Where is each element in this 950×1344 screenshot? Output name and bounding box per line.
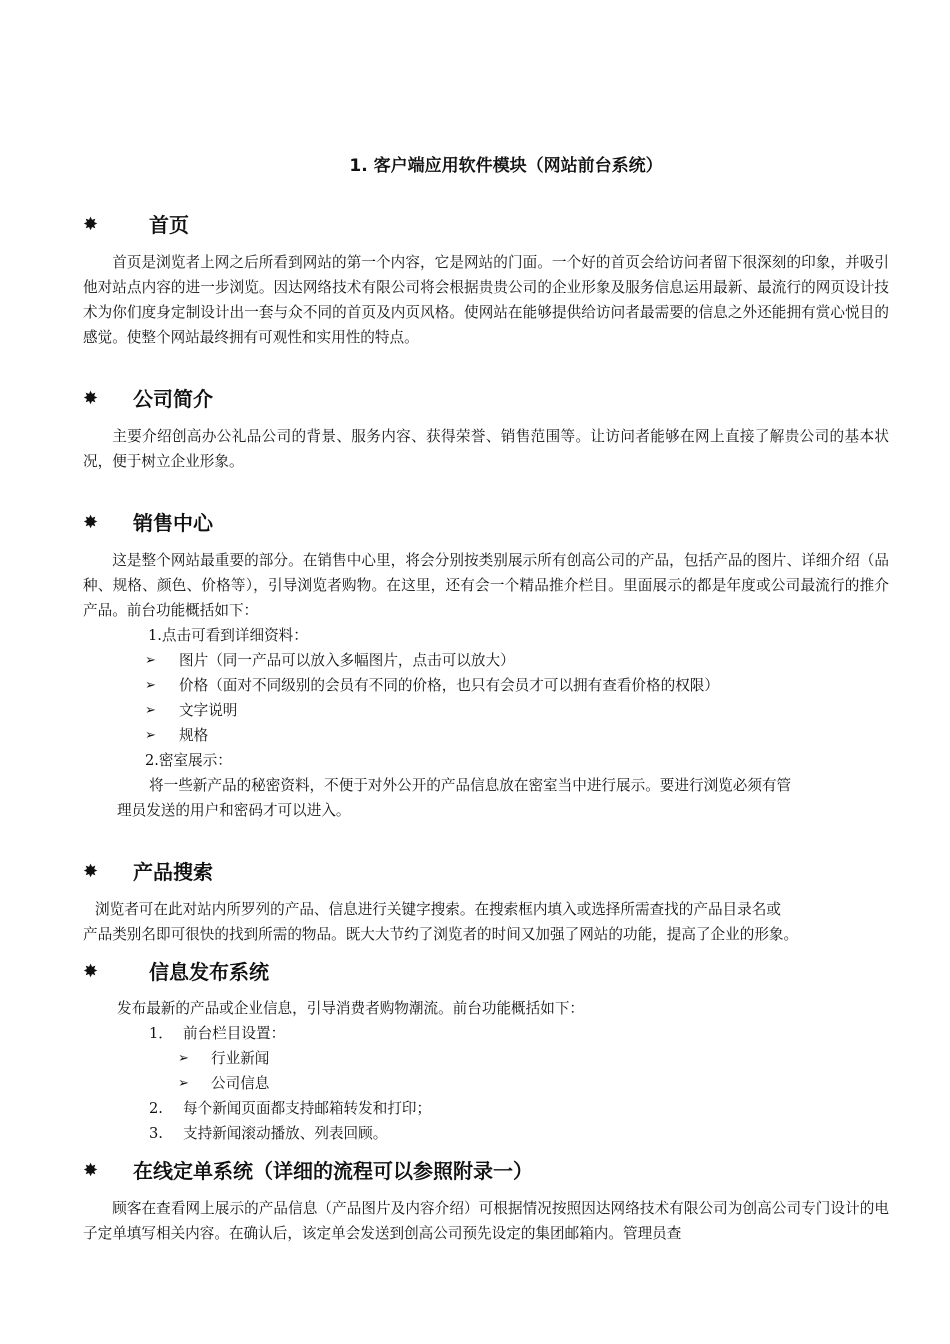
section-heading-text: 销售中心 <box>133 511 213 535</box>
section-heading-text: 产品搜索 <box>133 860 213 884</box>
arrow-bullet-icon: ➢ <box>145 728 156 743</box>
star-bullet-icon: ✸ <box>83 512 99 533</box>
list-item: 规格 <box>179 727 209 744</box>
text-line: 产品类别名即可很快的找到所需的物品。既大大节约了浏览者的时间又加强了网站的功能，提高了企业的形象。 <box>83 926 799 943</box>
arrow-bullet-icon: ➢ <box>178 1051 189 1066</box>
list-item-heading: 1.点击可看到详细资料： <box>148 627 308 644</box>
arrow-bullet-icon: ➢ <box>178 1076 189 1091</box>
list-item: 支持新闻滚动播放、列表回顾。 <box>183 1125 388 1142</box>
star-bullet-icon: ✸ <box>83 961 99 982</box>
list-number: 1． <box>149 1025 173 1042</box>
list-item: 每个新闻页面都支持邮箱转发和打印； <box>183 1100 432 1117</box>
star-bullet-icon: ✸ <box>83 1160 99 1181</box>
text-line: 浏览者可在此对站内所罗列的产品、信息进行关键字搜索。在搜索框内填入或选择所需查找的产品目录名或 <box>95 901 781 918</box>
list-number: 3. <box>149 1125 163 1142</box>
arrow-bullet-icon: ➢ <box>145 678 156 693</box>
text-line: 发布最新的产品或企业信息，引导消费者购物潮流。前台功能概括如下： <box>117 1000 585 1017</box>
list-number: 2. <box>149 1100 163 1117</box>
list-item: 前台栏目设置： <box>183 1025 286 1042</box>
list-item: 图片（同一产品可以放入多幅图片，点击可以放大） <box>179 652 515 669</box>
star-bullet-icon: ✸ <box>83 861 99 882</box>
text-line: 将一些新产品的秘密资料，不便于对外公开的产品信息放在密室当中进行展示。要进行浏览必须有管 <box>149 777 792 794</box>
document-title: 1. 客户端应用软件模块（网站前台系统） <box>349 156 663 176</box>
section-paragraph: 主要介绍创高办公礼品公司的背景、服务内容、获得荣誉、销售范围等。让访问者能够在网上直接了解贵公司的基本状况，便于树立企业形象。 <box>83 428 889 470</box>
sub-list-item: 公司信息 <box>211 1075 270 1092</box>
section-heading-text: 公司简介 <box>133 387 213 411</box>
section-paragraph: 顾客在查看网上展示的产品信息（产品图片及内容介绍）可根据情况按照因达网络技术有限公司为创高公司专门设计的电子定单填写相关内容。在确认后，该定单会发送到创高公司预先设定的集团邮箱内。管理员查 <box>83 1200 889 1242</box>
star-bullet-icon: ✸ <box>83 214 99 235</box>
list-item-heading: 2.密室展示： <box>145 752 232 769</box>
section-paragraph: 这是整个网站最重要的部分。在销售中心里，将会分别按类别展示所有创高公司的产品，包括产品的图片、详细介绍（品种、规格、颜色、价格等），引导浏览者购物。在这里，还有会一个精品推介栏目。里面展示的都是年度或公司最流行的推介产品。前台功能概括如下： <box>83 552 889 619</box>
arrow-bullet-icon: ➢ <box>145 653 156 668</box>
section-heading-text: 信息发布系统 <box>149 960 269 984</box>
section-heading-text: 在线定单系统（详细的流程可以参照附录一） <box>133 1159 533 1183</box>
text-line: 理员发送的用户和密码才可以进入。 <box>117 802 351 819</box>
section-heading-text: 首页 <box>149 213 189 237</box>
star-bullet-icon: ✸ <box>83 388 99 409</box>
list-item: 价格（面对不同级别的会员有不同的价格，也只有会员才可以拥有查看价格的权限） <box>179 677 719 694</box>
section-paragraph: 首页是浏览者上网之后所看到网站的第一个内容，它是网站的门面。一个好的首页会给访问者留下很深刻的印象，并吸引他对站点内容的进一步浏览。因达网络技术有限公司将会根据贵贵公司的企业形象及服务信息运用最新、最流行的网页设计技术为你们度身定制设计出一套与众不同的首页及内页风格。使网站在能够提供给访问者最需要的信息之外还能拥有赏心悦目的感觉。使整个网站最终拥有可观性和实用性的特点。 <box>83 254 889 346</box>
arrow-bullet-icon: ➢ <box>145 703 156 718</box>
sub-list-item: 行业新闻 <box>211 1050 270 1067</box>
list-item: 文字说明 <box>179 702 238 719</box>
